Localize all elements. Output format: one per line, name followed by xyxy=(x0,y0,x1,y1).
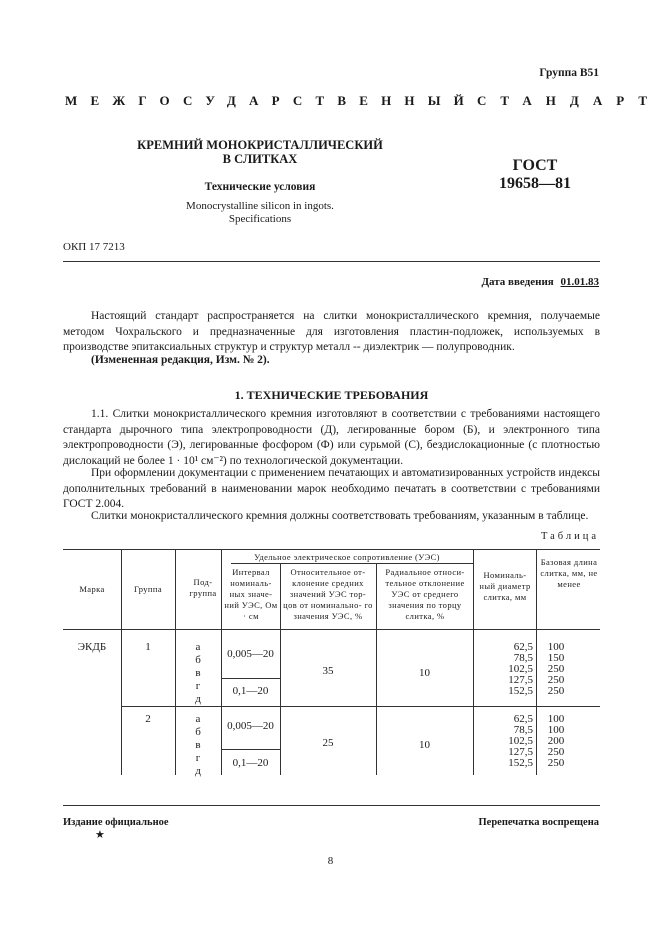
table-header-bottom-rule xyxy=(63,629,600,630)
cell-subgroup: д xyxy=(195,693,201,705)
paragraph-revision: (Измененная редакция, Изм. № 2). xyxy=(91,354,270,366)
header-group: Группа xyxy=(133,584,163,594)
cell-interval: 0,005—20 xyxy=(227,648,274,660)
gost-label: ГОСТ xyxy=(512,157,558,174)
header-mark: Марка xyxy=(79,584,105,594)
cell-subgroup: г xyxy=(195,752,201,764)
cell-diameter: 78,5 xyxy=(513,724,533,736)
english-title-line-2: Specifications xyxy=(228,213,292,225)
footer-reprint: Перепечатка воспрещена xyxy=(478,817,599,828)
document-title-line-2: В СЛИТКАХ xyxy=(222,152,298,166)
cell-subgroup: б xyxy=(195,654,201,666)
cell-diameter: 102,5 xyxy=(508,663,533,675)
header-interval: Интервал номиналь- ных значе- ний УЭС, Ом · см xyxy=(224,567,278,621)
gost-number: 19658—81 xyxy=(499,175,571,192)
cell-diameter: 62,5 xyxy=(513,641,533,653)
standard-word-1: МЕЖГОСУДАРСТВЕННЫЙ xyxy=(65,93,477,108)
cell-interval: 0,1—20 xyxy=(232,685,269,697)
cell-length: 100 xyxy=(547,641,565,653)
cell-length: 200 xyxy=(547,735,565,747)
cell-interval: 0,1—20 xyxy=(232,757,269,769)
gost-designation xyxy=(470,157,600,193)
paragraph-table-ref: Слитки монокристаллического кремния должны соответствовать требованиям, указанным в таблице. xyxy=(91,510,589,522)
intro-date-value: 01.01.83 xyxy=(560,276,599,288)
english-title xyxy=(120,200,400,226)
table-group-rule xyxy=(121,706,600,707)
english-title-line-1: Monocrystalline silicon in ingots. xyxy=(186,200,334,212)
table-interval-rule-1 xyxy=(221,678,280,679)
cell-group: 1 xyxy=(145,641,151,653)
star-icon: ★ xyxy=(95,829,105,841)
header-resistivity: Удельное электрическое сопротивление (УЭС) xyxy=(254,552,440,562)
cell-diameter: 152,5 xyxy=(508,757,533,769)
header-radial-deviation: Радиальное относи- тельное отклонение УЭС от среднего значения по торцу слитка, % xyxy=(385,567,465,621)
footer-official: Издание официальное xyxy=(63,817,169,828)
header-length: Базовая длина слитка, мм, не менее xyxy=(540,557,598,589)
group-label: Группа В51 xyxy=(539,67,599,79)
subtitle: Технические условия xyxy=(204,181,316,193)
header-diameter: Номиналь- ный диаметр слитка, мм xyxy=(479,570,531,602)
divider-top xyxy=(63,261,600,262)
cell-length: 250 xyxy=(547,674,565,686)
cell-subgroup: а xyxy=(195,641,201,653)
document-title xyxy=(120,138,400,166)
cell-relative-deviation: 35 xyxy=(322,665,334,677)
cell-length: 100 xyxy=(547,724,565,736)
paragraph-documentation: При оформлении документации с применением печатающих и автоматизированных устройств индексы дополнительных требований в наименовании марок необходимо печатать в соответствии с требованиями ГОСТ 2.004. xyxy=(63,467,600,510)
cell-length: 250 xyxy=(547,746,565,758)
paragraph-1-1: 1.1. Слитки монокристаллического кремния изготовляют в соответствии с требованиями настоящего стандарта дырочного типа электропроводности (Д), легированные бором (Б), и электронного типа электропроводности (Э), легированные фосфором (Ф) или сурьмой (С), бездислокационные (с плотностью дислокаций не более 1 · 10¹ см⁻²) по технологической документации. xyxy=(63,408,600,467)
divider-bottom xyxy=(63,805,600,806)
table-interval-rule-2 xyxy=(221,749,280,750)
cell-length: 250 xyxy=(547,663,565,675)
intro-date-label: Дата введения xyxy=(481,276,554,288)
cell-diameter: 62,5 xyxy=(513,713,533,725)
cell-subgroup: в xyxy=(195,739,201,751)
paragraph-intro: Настоящий стандарт распространяется на слитки монокристаллического кремния, получаемые методом Чохральского и предназначенные для изготовления пластин-подложек, используемых в производстве эпитаксиальных структур и структур металл -- диэлектрик — полупроводник. xyxy=(63,310,600,353)
table-vline-1 xyxy=(121,549,122,775)
cell-length: 250 xyxy=(547,685,565,697)
cell-radial-deviation: 10 xyxy=(419,739,430,751)
standard-banner xyxy=(65,93,661,109)
table-vline-3 xyxy=(221,549,222,775)
cell-subgroup: г xyxy=(195,680,201,692)
cell-group: 2 xyxy=(145,713,151,725)
document-title-line-1: КРЕМНИЙ МОНОКРИСТАЛЛИЧЕСКИЙ xyxy=(137,138,383,152)
table-caption: Таблица xyxy=(540,531,599,542)
table-header-split-rule xyxy=(231,563,473,564)
cell-diameter: 127,5 xyxy=(508,674,533,686)
cell-interval: 0,005—20 xyxy=(227,720,274,732)
page-number: 8 xyxy=(327,855,334,867)
cell-length: 100 xyxy=(547,713,565,725)
cell-subgroup: а xyxy=(195,713,201,725)
cell-subgroup: б xyxy=(195,726,201,738)
cell-diameter: 102,5 xyxy=(508,735,533,747)
cell-subgroup: в xyxy=(195,667,201,679)
header-relative-deviation: Относительное от- клонение средних значений УЭС тор- цов от номинально- го значения УЭС, % xyxy=(283,567,373,621)
cell-subgroup: д xyxy=(195,765,201,777)
cell-mark: ЭКДБ xyxy=(77,641,107,653)
cell-diameter: 152,5 xyxy=(508,685,533,697)
cell-diameter: 127,5 xyxy=(508,746,533,758)
okp-code: ОКП 17 7213 xyxy=(63,241,125,253)
cell-length: 150 xyxy=(547,652,565,664)
section-title: 1. ТЕХНИЧЕСКИЕ ТРЕБОВАНИЯ xyxy=(234,388,429,402)
cell-diameter: 78,5 xyxy=(513,652,533,664)
header-subgroup: Под- группа xyxy=(189,577,217,598)
cell-length: 250 xyxy=(547,757,565,769)
table-top-rule xyxy=(63,549,600,550)
intro-date xyxy=(481,276,599,288)
cell-relative-deviation: 25 xyxy=(322,737,334,749)
cell-radial-deviation: 10 xyxy=(419,667,430,679)
standard-word-2: СТАНДАРТ xyxy=(477,93,661,108)
